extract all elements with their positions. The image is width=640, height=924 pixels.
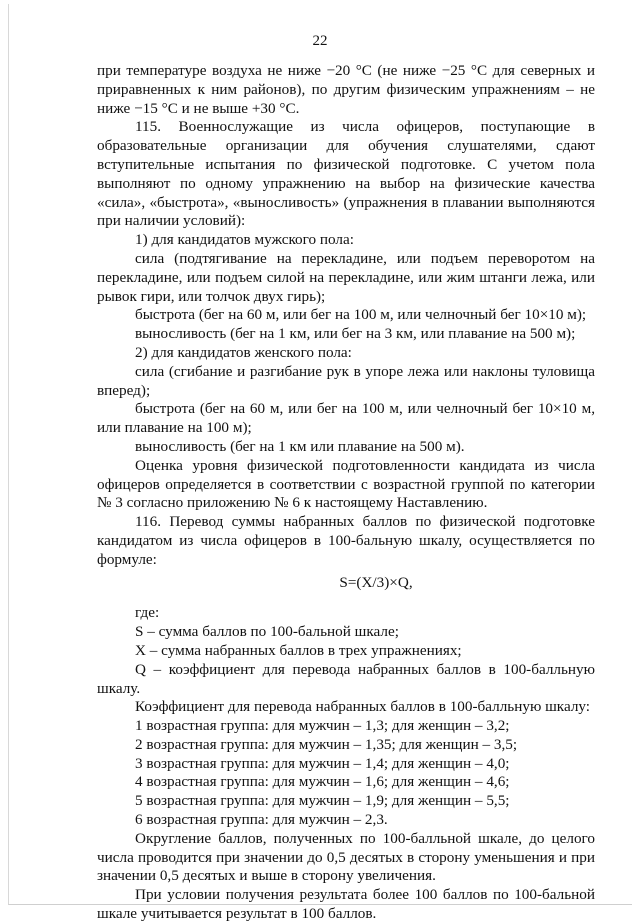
coefficient-heading: Коэффициент для перевода набранных баллов в 100-балльную шкалу: [135,698,591,716]
age-group-4: 4 возрастная группа: для мужчин – 1,6; для женщин – 4,6; [135,773,510,791]
age-group-3: 3 возрастная группа: для мужчин – 1,4; для женщин – 4,0; [135,754,510,772]
age-group-2: 2 возрастная группа: для мужчин – 1,35; для женщин – 3,5; [135,735,518,753]
male-strength: сила (подтягивание на перекладине, или подъем переворотом на перекладине, или подъем силой на перекладине, или жим штанги лежа, или рывок гири, или толчок двух гирь); [97,249,595,305]
female-speed: быстрота (бег на 60 м, или бег на 100 м, или челночный бег 10×10 м, или плавание на 100 м); [97,400,595,437]
formula-def-x: X – сумма набранных баллов в трех упражнениях; [135,641,462,659]
list-heading-female: 2) для кандидатов женского пола: [135,343,352,361]
paragraph-temperature: при температуре воздуха не ниже −20 °С (не ниже −25 °С для северных и приравненных к ним районов), по другим физическим упражнениям – не ниже −15 °С и не выше +30 °С. [97,62,595,117]
formula-def-s: S – сумма баллов по 100-бальной шкале; [135,623,399,641]
paragraph-cap: При условии получения результата более 100 баллов по 100-бальной шкале учитывается результат в 100 баллов. [97,886,595,923]
list-heading-male: 1) для кандидатов мужского пола: [135,231,354,249]
document-body [97,62,595,924]
paragraph-rounding: Округление баллов, полученных по 100-балльной шкале, до целого числа проводится при значении до 0,5 десятых в сторону уменьшения и при значении 0,5 десятых и выше в сторону увеличения. [97,829,595,885]
formula-where: где: [135,604,160,622]
age-group-5: 5 возрастная группа: для мужчин – 1,9; для женщин – 5,5; [135,792,510,810]
paragraph-assessment: Оценка уровня физической подготовленности кандидата из числа офицеров определяется в соответствии с возрастной группой по категории № 3 согласно приложению № 6 к настоящему Наставлению. [97,456,595,512]
male-endurance: выносливость (бег на 1 км, или бег на 3 км, или плавание на 500 м); [135,325,576,343]
formula: S=(X/3)×Q, [339,573,413,591]
age-group-6: 6 возрастная группа: для мужчин – 2,3. [135,811,388,829]
age-group-1: 1 возрастная группа: для мужчин – 1,3; для женщин – 3,2; [135,717,510,735]
page-number: 22 [312,33,328,49]
paragraph-115: 115. Военнослужащие из числа офицеров, поступающие в образовательные организации для обучения слушателями, сдают вступительные испытания по физической подготовке. С учетом пола выполняют по одному упражнению на выбор на физические качества «сила», «быстрота», «выносливость» (упражнения в плавании выполняются при наличии условий): [97,118,595,230]
formula-def-q: Q – коэффициент для перевода набранных баллов в 100-балльную шкалу. [97,660,595,697]
female-endurance: выносливость (бег на 1 км или плавание на 500 м). [135,437,465,455]
female-strength: сила (сгибание и разгибание рук в упоре лежа или наклоны туловища вперед); [97,362,595,399]
paragraph-116: 116. Перевод суммы набранных баллов по физической подготовке кандидатом из числа офицеров в 100-бальную шкалу, осуществляется по формуле: [97,513,595,568]
male-speed: быстрота (бег на 60 м, или бег на 100 м, или челночный бег 10×10 м); [135,306,587,324]
